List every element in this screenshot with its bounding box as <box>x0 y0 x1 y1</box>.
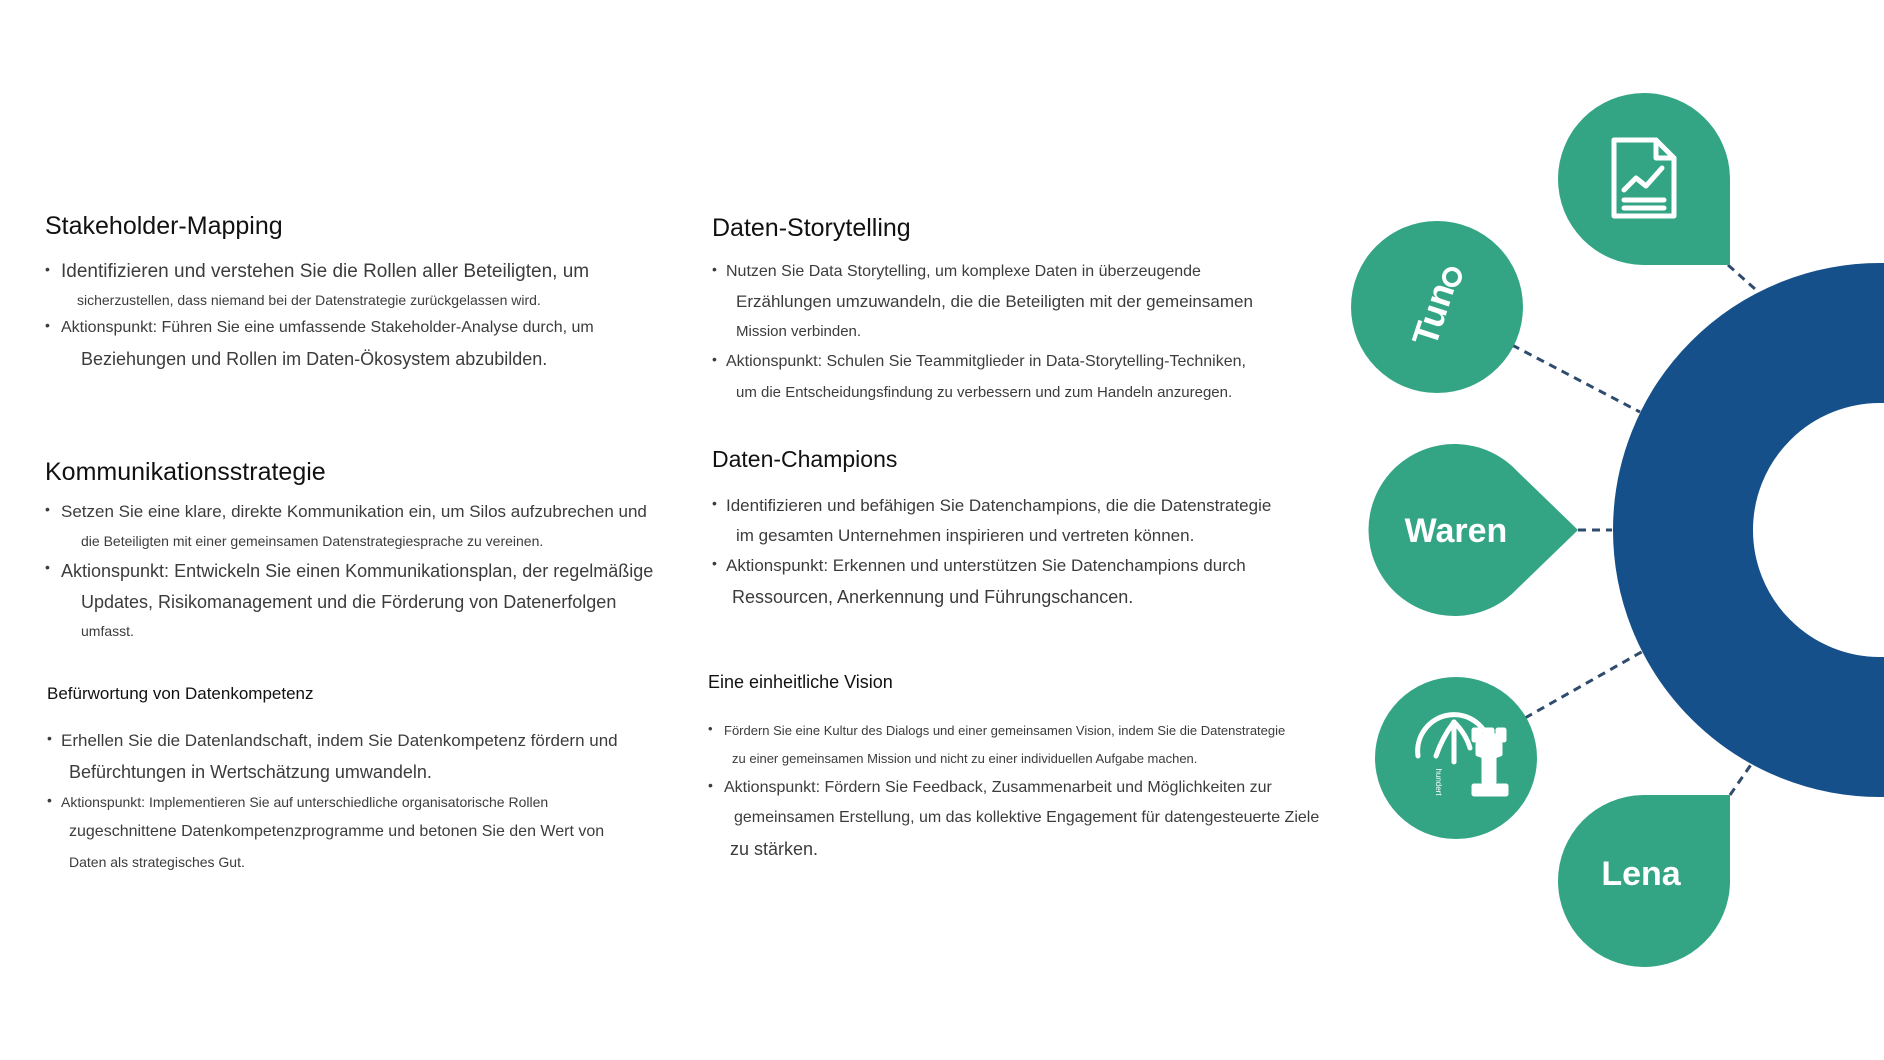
bullet-item: • Setzen Sie eine klare, direkte Kommunikation ein, um Silos aufzubrechen und die Beteiligten mit einer gemeinsamen Datenstrategiesprache zu vereinen. <box>45 497 653 555</box>
bullet-item: • Aktionspunkt: Implementieren Sie auf unterschiedliche organisatorische Rollen zugeschnittene Datenkompetenzprogramme und betonen Sie den Wert von Daten als strategisches Gut. <box>47 788 618 876</box>
bullet-line: Befürchtungen in Wertschätzung umwandeln. <box>69 762 432 782</box>
bullet-line: Aktionspunkt: Entwickeln Sie einen Kommunikationsplan, der regelmäßige <box>61 561 654 581</box>
bubble-label-waren: Waren <box>1404 511 1508 550</box>
bullet-line: Erzählungen umzuwandeln, die die Beteiligten mit der gemeinsamen <box>736 292 1253 311</box>
bullet-line: gemeinsamen Erstellung, um das kollektive Engagement für datengesteuerte Ziele <box>734 809 1320 826</box>
bullet-line: Aktionspunkt: Implementieren Sie auf unterschiedliche organisatorische Rollen <box>61 794 549 810</box>
bullet-item: • Aktionspunkt: Fördern Sie Feedback, Zusammenarbeit und Möglichkeiten zur gemeinsamen Erstellung, um das kollektive Engagement für datengesteuerte Ziele zu stärken. <box>708 773 1319 865</box>
bullet-line: Mission verbinden. <box>736 323 862 340</box>
bullet-line: umfasst. <box>81 623 134 639</box>
bullet-line: sicherzustellen, dass niemand bei der Datenstrategie zurückgelassen wird. <box>77 292 541 308</box>
bullet-line: Identifizieren und verstehen Sie die Rollen aller Beteiligten, um <box>61 261 590 282</box>
bullet-line: zu einer gemeinsamen Mission und nicht zu einer individuellen Aufgabe machen. <box>732 751 1198 766</box>
bullet-line: Setzen Sie eine klare, direkte Kommunikation ein, um Silos aufzubrechen und <box>61 502 647 521</box>
bullet-item: • Identifizieren und befähigen Sie Datenchampions, die die Datenstrategie im gesamten Unternehmen inspirieren und vertreten können. <box>712 491 1271 551</box>
bullet-line: Updates, Risikomanagement und die Förderung von Datenerfolgen <box>81 592 617 612</box>
bullet-item: • Identifizieren und verstehen Sie die Rollen aller Beteiligten, um sicherzustellen, dass niemand bei der Datenstrategie zurückgelassen wird. <box>45 257 594 313</box>
section-title: Stakeholder-Mapping <box>45 212 283 240</box>
bullet-line: Aktionspunkt: Schulen Sie Teammitglieder in Data-Storytelling-Techniken, <box>726 353 1246 370</box>
section-title: Eine einheitliche Vision <box>708 672 893 692</box>
bullet-line: Aktionspunkt: Erkennen und unterstützen Sie Datenchampions durch <box>726 556 1246 575</box>
bullet-line: zu stärken. <box>730 839 819 859</box>
bullet-line: zugeschnittene Datenkompetenzprogramme und betonen Sie den Wert von <box>69 823 605 840</box>
bullet-item: • Fördern Sie eine Kultur des Dialogs und einer gemeinsamen Vision, indem Sie die Datenstrategie zu einer gemeinsamen Mission und nicht zu einer individuellen Aufgabe machen. <box>708 717 1319 773</box>
bubble-label-tun: Tun <box>1403 277 1463 351</box>
section-title: Befürwortung von Datenkompetenz <box>47 684 314 703</box>
bullet-line: Ressourcen, Anerkennung und Führungschancen. <box>732 587 1134 607</box>
bullet-line: Identifizieren und befähigen Sie Datenchampions, die die Datenstrategie <box>726 496 1272 515</box>
bullet-line: Nutzen Sie Data Storytelling, um komplexe Daten in überzeugende <box>726 263 1201 280</box>
bubble-label-lena: Lena <box>1601 854 1681 893</box>
bullet-item: • Erhellen Sie die Datenlandschaft, indem Sie Datenkompetenz fördern und Befürchtungen in Wertschätzung umwandeln. <box>47 726 618 788</box>
connector-line <box>1512 345 1640 412</box>
bullet-item: • Nutzen Sie Data Storytelling, um komplexe Daten in überzeugende Erzählungen umzuwandeln, die die Beteiligten mit der gemeinsamen Mission verbinden. <box>712 257 1253 347</box>
bullet-line: Aktionspunkt: Fördern Sie Feedback, Zusammenarbeit und Möglichkeiten zur <box>724 779 1272 796</box>
bullet-line: Beziehungen und Rollen im Daten-Ökosystem abzubilden. <box>81 349 548 369</box>
hub-ring <box>1683 333 1884 727</box>
section-title: Daten-Champions <box>712 446 898 472</box>
bullet-line: Erhellen Sie die Datenlandschaft, indem Sie Datenkompetenz fördern und <box>61 731 618 750</box>
bullet-item: • Aktionspunkt: Führen Sie eine umfassende Stakeholder-Analyse durch, um Beziehungen und Rollen im Daten-Ökosystem abzubilden. <box>45 313 594 375</box>
bullet-line: die Beteiligten mit einer gemeinsamen Datenstrategiesprache zu vereinen. <box>81 533 544 549</box>
bubble-small-label: hundert <box>1434 768 1443 796</box>
bullet-line: Fördern Sie eine Kultur des Dialogs und einer gemeinsamen Vision, indem Sie die Datenstrategie <box>724 723 1286 738</box>
bullet-line: Aktionspunkt: Führen Sie eine umfassende Stakeholder-Analyse durch, um <box>61 319 594 336</box>
bullet-line: im gesamten Unternehmen inspirieren und vertreten können. <box>736 526 1195 545</box>
connector-line <box>1525 650 1645 718</box>
bullet-item: • Aktionspunkt: Schulen Sie Teammitglieder in Data-Storytelling-Techniken, um die Entscheidungsfindung zu verbessern und zum Handeln anzuregen. <box>712 347 1253 409</box>
section-title: Kommunikationsstrategie <box>45 458 326 486</box>
section-title: Daten-Storytelling <box>712 214 911 242</box>
bullet-item: • Aktionspunkt: Erkennen und unterstützen Sie Datenchampions durch Ressourcen, Anerkennung und Führungschancen. <box>712 551 1271 613</box>
bullet-line: um die Entscheidungsfindung zu verbessern und zum Handeln anzuregen. <box>736 384 1233 401</box>
bubble-document <box>1558 93 1730 265</box>
bullet-line: Daten als strategisches Gut. <box>69 854 245 870</box>
bullet-item: • Aktionspunkt: Entwickeln Sie einen Kommunikationsplan, der regelmäßige Updates, Risikomanagement und die Förderung von Datenerfolgen umfasst. <box>45 555 653 645</box>
